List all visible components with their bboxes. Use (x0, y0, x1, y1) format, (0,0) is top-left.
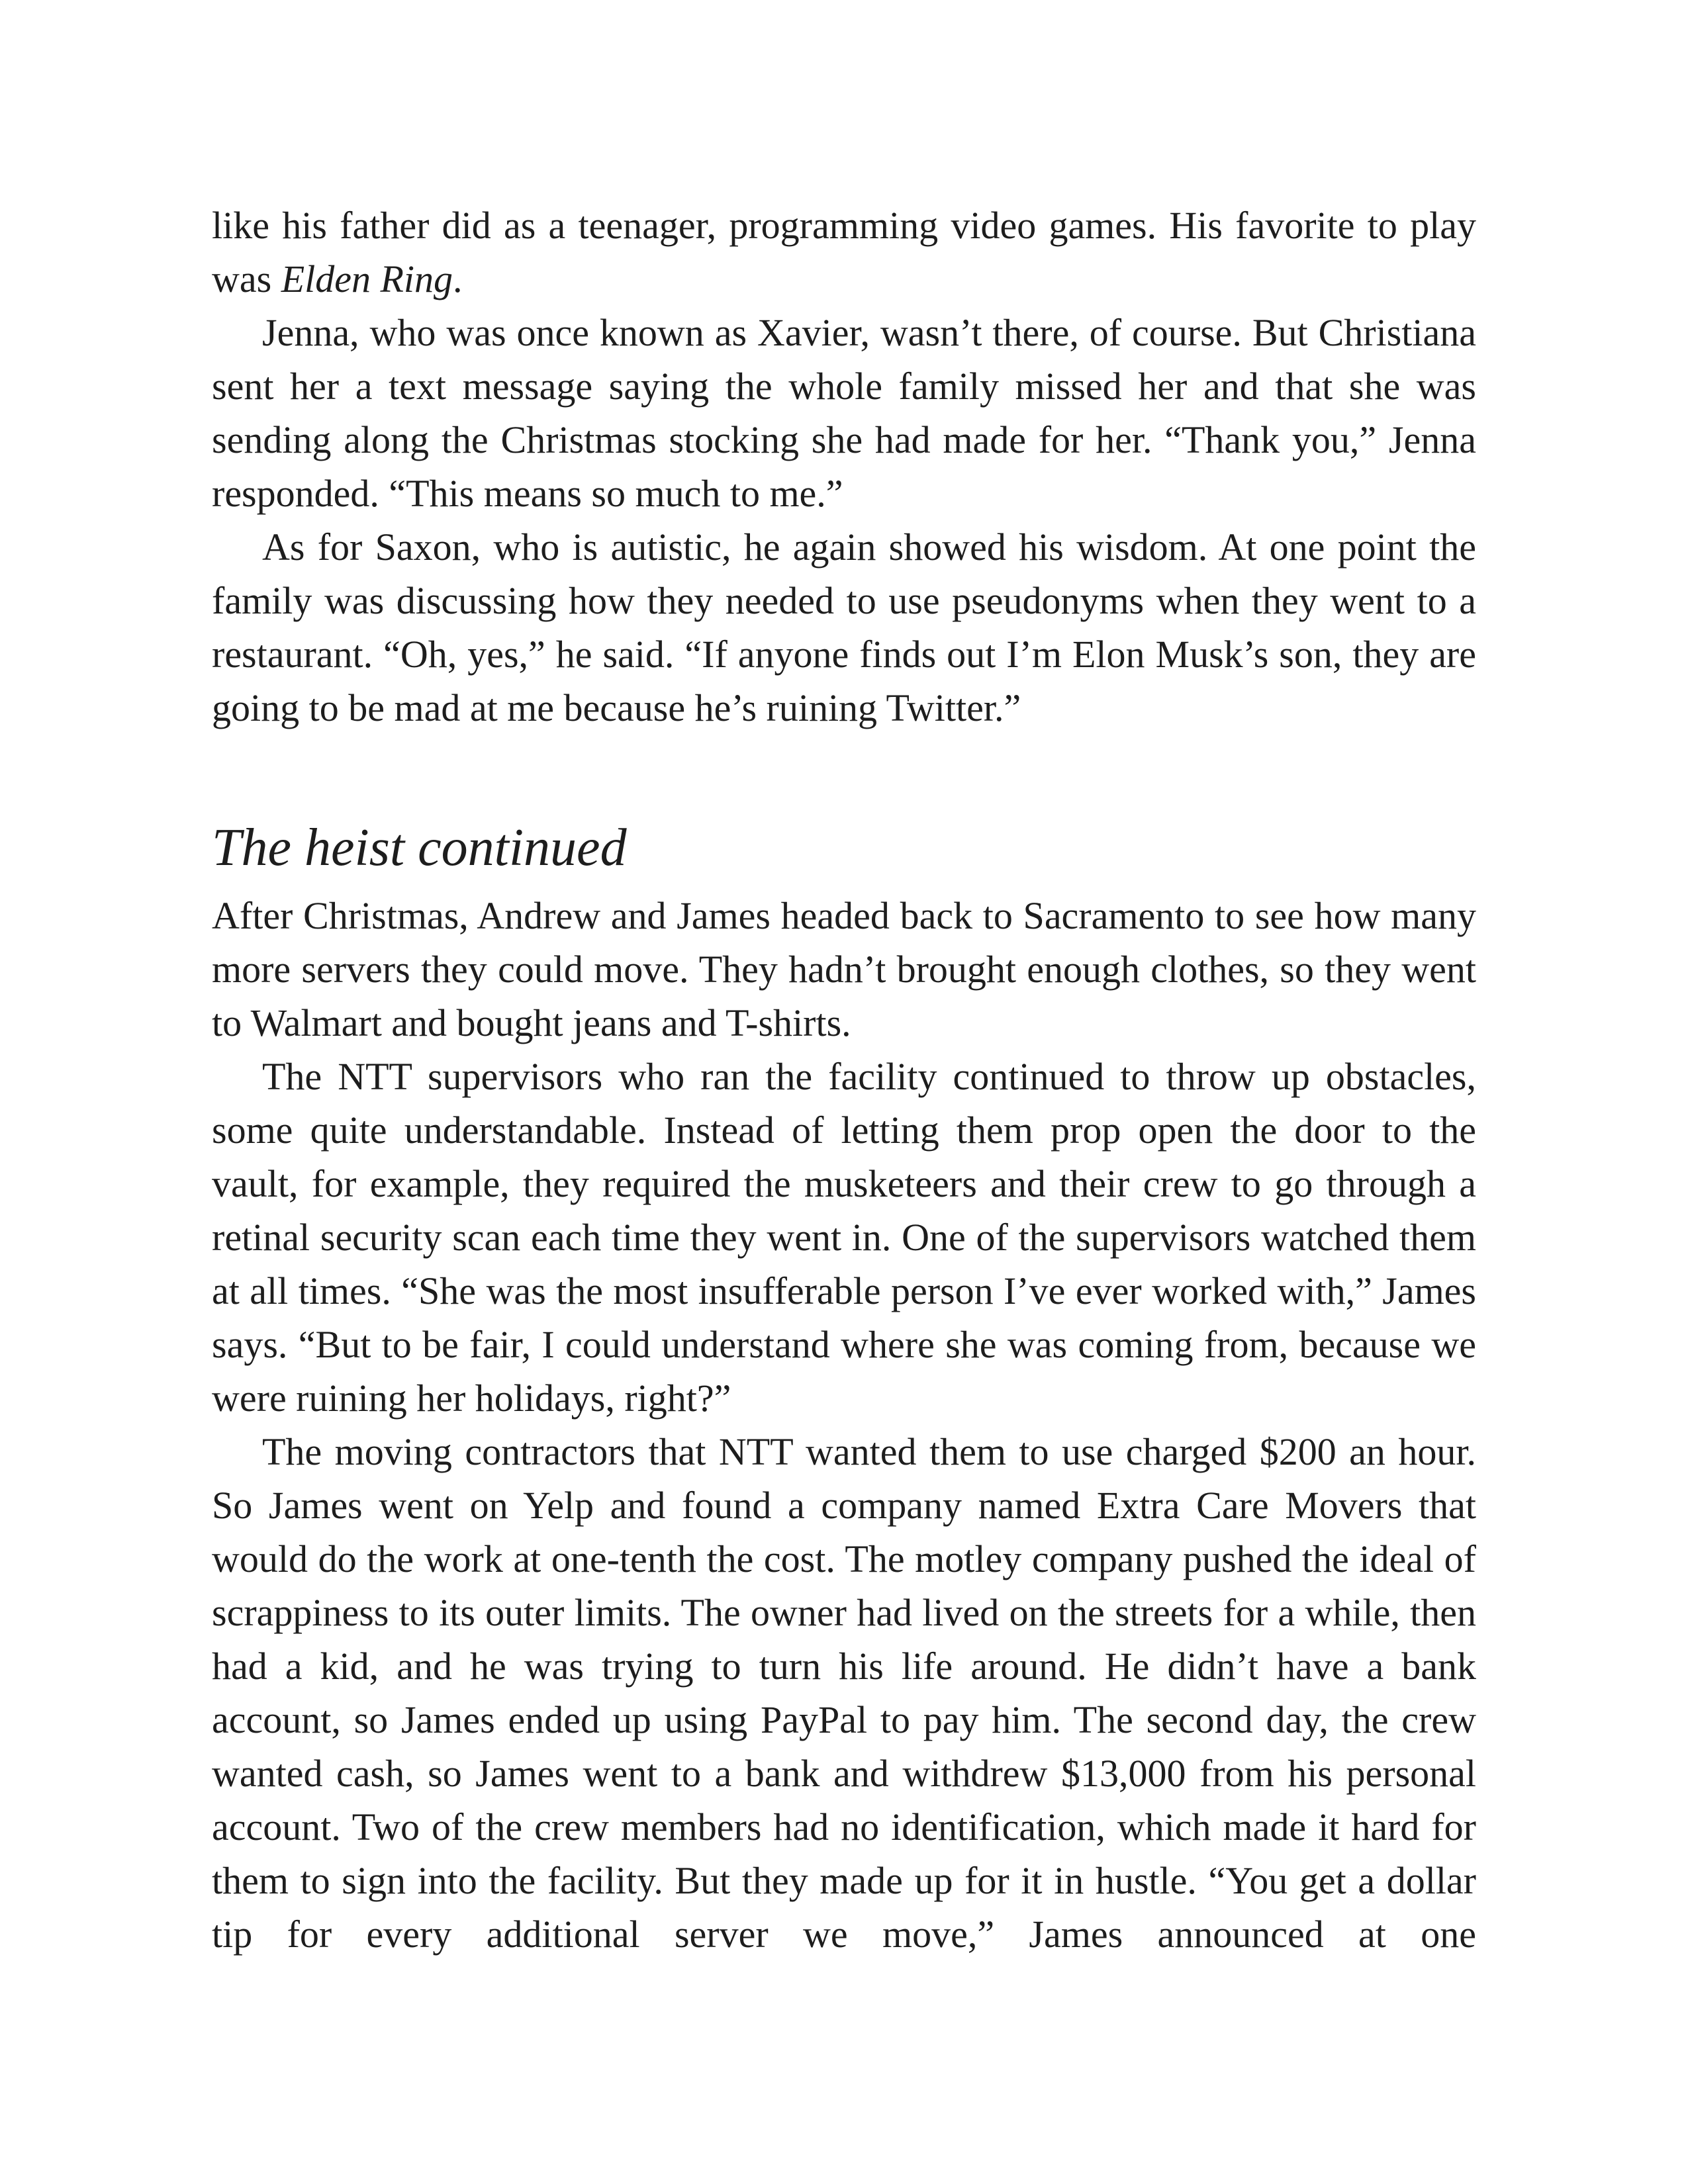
paragraph-ntt-supervisors: The NTT supervisors who ran the facility continued to throw up obstacles, some quite understandable. Instead of letting them prop open the door to the vault, for example, they required the musketeers and their crew to go through a retinal security scan each time they went in. One of the supervisors watched them at all times. “She was the most insufferable person I’ve ever worked with,” James says. “But to be fair, I could understand where she was coming from, because we were ruining her holidays, right?” (212, 1055, 1476, 1420)
paragraph-continuation (212, 199, 1476, 306)
page-body (212, 199, 1476, 1961)
game-title: Elden Ring (281, 257, 453, 300)
paragraph-text: like his father did as a teenager, programming video games. His favorite to play was (212, 204, 1476, 300)
paragraph-after-christmas: After Christmas, Andrew and James headed back to Sacramento to see how many more servers they could move. They hadn’t brought enough clothes, so they went to Walmart and bought jeans and T-shirts. (212, 894, 1476, 1044)
paragraph-tail: . (453, 257, 463, 300)
paragraph-jenna: Jenna, who was once known as Xavier, wasn’t there, of course. But Christiana sent her a text message saying the whole family missed her and that she was sending along the Christmas stocking she had made for her. “Thank you,” Jenna responded. “This means so much to me.” (212, 311, 1476, 515)
paragraph-moving-contractors: The moving contractors that NTT wanted them to use charged $200 an hour. So James went on Yelp and found a company named Extra Care Movers that would do the work at one-tenth the cost. The motley company pushed the ideal of scrappiness to its outer limits. The owner had lived on the streets for a while, then had a kid, and he was trying to turn his life around. He didn’t have a bank account, so James ended up using PayPal to pay him. The second day, the crew wanted cash, so James went to a bank and withdrew $13,000 from his personal account. Two of the crew members had no identification, which made it hard for them to sign into the facility. But they made up for it in hustle. “You get a dollar tip for every additional server we move,” James announced at one (212, 1430, 1476, 1956)
section-heading: The heist continued (212, 819, 627, 877)
paragraph-saxon: As for Saxon, who is autistic, he again showed his wisdom. At one point the family was discussing how they needed to use pseudonyms when they went to a restaurant. “Oh, yes,” he said. “If anyone finds out I’m Elon Musk’s son, they are going to be mad at me because he’s ruining Twitter.” (212, 525, 1476, 729)
